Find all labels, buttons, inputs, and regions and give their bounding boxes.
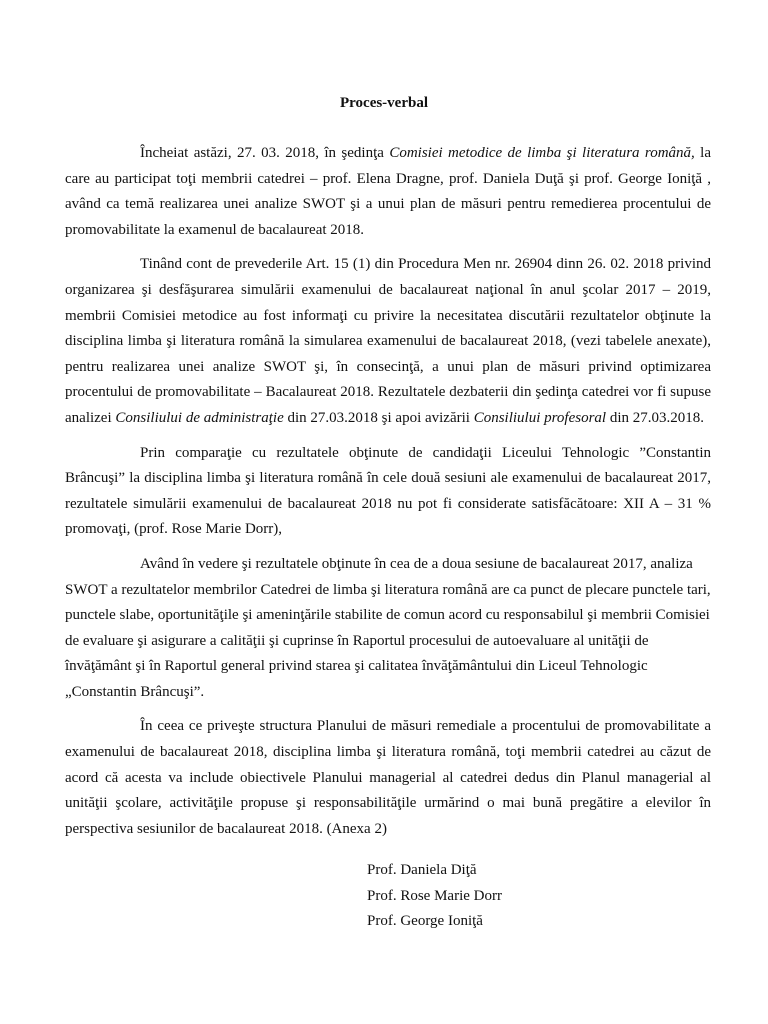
text-segment: din 27.03.2018 şi apoi avizării [283, 409, 474, 426]
italic-text-segment: Consiliului profesoral [473, 409, 607, 426]
signature-rose-marie-dorr: Prof. Rose Marie Dorr [367, 887, 502, 904]
document-title: Proces-verbal [339, 95, 429, 111]
text-segment: Având în vedere şi rezultatele obţinute în cea de a doua sesiune de bacalaureat 2017, analiza SWOT a rezultatelor membrilor Catedrei de limba şi literatura română are ca punct de plecare punctele tari, punctele slabe, oportunităţile şi ameninţările stabilite de comun acord cu responsabilul şi membrii Comisiei de evaluare şi asigurare a calităţii şi cuprinse în Raportul procesului de autoevaluare al unităţii de învăţământ şi în Raportul general privind starea şi calitatea învăţământului din Liceul Tehnologic „Constantin Brâncuşi”. [65, 555, 711, 700]
paragraph-swot-analysis [65, 552, 711, 706]
signature-george-ionita: Prof. George Ioniţă [367, 913, 483, 930]
text-segment: la care au participat toţi membrii catedrei – prof. Elena Dragne, prof. Daniela Duţă şi prof. George Ioniţă , având ca temă realizarea unei analize SWOT şi a unui plan de măsuri pentru remedierea procentului de promovabilitate la examenul de bacalaureat 2018. [65, 145, 712, 238]
text-segment: din 27.03.2018. [606, 409, 705, 426]
text-segment: Tinând cont de prevederile Art. 15 (1) din Procedura Men nr. 26904 dinn 26. 02. 2018 privind organizarea şi desfăşurarea simulării examenului de bacalaureat naţional în anul şcolar 2017 – 2019, membrii Comisiei metodice au fost informaţi cu privire la necesitatea discutării rezultatelor obţinute la disciplina limba şi literatura română la simularea examenului de bacalaureat 2018, (vezi tabelele anexate), pentru realizarea unei analize SWOT şi, în consecinţă, a unui plan de măsuri privind optimizarea procentului de promovabilitate – Bacalaureat 2018. Rezultatele dezbaterii din şedinţa catedrei vor fi supuse analizei [65, 256, 711, 426]
paragraph-results-comparison [65, 441, 711, 543]
text-segment: Prin comparaţie cu rezultatele obţinute de candidaţii Liceului Tehnologic ”Constantin Brâncuşi” la disciplina limba şi literatura română în cele două sesiuni ale examenului de bacalaureat 2017, rezultatele simulării examenului de bacalaureat 2018 nu pot fi considerate satisfăcătoare: XII A – 31 % promovaţi, (prof. Rose Marie Dorr), [65, 444, 711, 538]
text-segment: Încheiat astăzi, 27. 03. 2018, în şedinţa [140, 145, 390, 161]
italic-text-segment: Comisiei metodice de limba şi literatura română, [389, 145, 695, 161]
paragraph-procedure-context [65, 252, 711, 431]
paragraph-meeting-intro [65, 141, 711, 243]
paragraph-remedial-plan [65, 714, 711, 842]
signature-block [367, 858, 502, 935]
signature-daniela-dita: Prof. Daniela Diţă [367, 862, 477, 878]
italic-text-segment: Consiliului de administraţie [115, 409, 284, 426]
text-segment: În ceea ce priveşte structura Planului de măsuri remediale a procentului de promovabilitate a examenului de bacalaureat 2018, disciplina limba şi literatura română, toţi membrii catedrei au căzut de acord că acesta va include obiectivele Planului managerial al catedrei dedus din Planul managerial al unităţii şcolare, activităţile propuse şi responsabilităţile urmărind o mai bună pregătire a elevilor în perspectiva sesiunilor de bacalaureat 2018. (Anexa 2) [65, 718, 711, 837]
document-body [65, 141, 711, 842]
